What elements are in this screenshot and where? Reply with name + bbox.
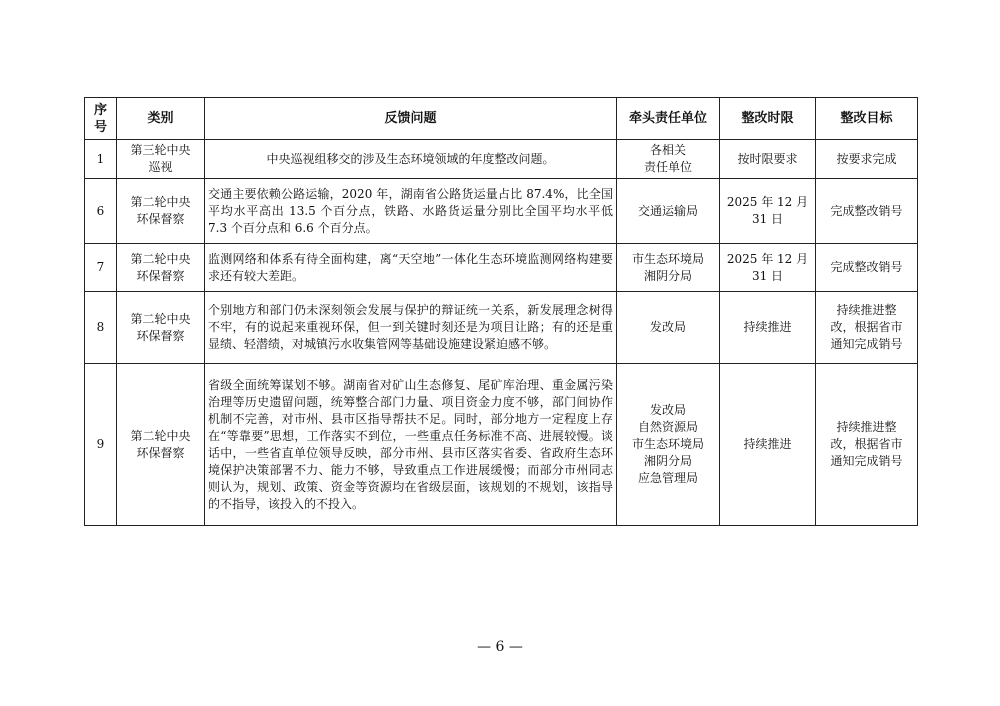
cell-issue: 中央巡视组移交的涉及生态环境领域的年度整改问题。 bbox=[205, 140, 617, 179]
cell-goal: 持续推进整 改，根据省市 通知完成销号 bbox=[816, 364, 918, 526]
cell-lead-unit: 发改局 自然资源局 市生态环境局 湘阴分局 应急管理局 bbox=[617, 364, 720, 526]
cell-goal: 持续推进整 改，根据省市 通知完成销号 bbox=[816, 292, 918, 364]
cell-seq: 6 bbox=[85, 179, 117, 244]
cell-seq: 9 bbox=[85, 364, 117, 526]
cell-lead-unit: 交通运输局 bbox=[617, 179, 720, 244]
table-header-row bbox=[85, 98, 918, 140]
table-row bbox=[85, 364, 918, 526]
rectification-table bbox=[84, 97, 918, 526]
header-seq: 序 号 bbox=[85, 98, 117, 140]
cell-deadline: 持续推进 bbox=[720, 292, 816, 364]
table-row bbox=[85, 140, 918, 179]
table-row bbox=[85, 179, 918, 244]
cell-category: 第二轮中央 环保督察 bbox=[117, 244, 205, 292]
header-lead-unit: 牵头责任单位 bbox=[617, 98, 720, 140]
header-goal: 整改目标 bbox=[816, 98, 918, 140]
cell-issue: 个别地方和部门仍未深刻领会发展与保护的辩证统一关系，新发展理念树得不牢，有的说起来重视环保，但一到关键时刻还是为项目让路；有的还是重显绩、轻潜绩，对城镇污水收集管网等基础设施建设紧迫感不够。 bbox=[205, 292, 617, 364]
cell-goal: 完成整改销号 bbox=[816, 244, 918, 292]
header-deadline: 整改时限 bbox=[720, 98, 816, 140]
cell-category: 第二轮中央 环保督察 bbox=[117, 364, 205, 526]
table-row bbox=[85, 244, 918, 292]
cell-category: 第二轮中央 环保督察 bbox=[117, 292, 205, 364]
cell-category: 第三轮中央 巡视 bbox=[117, 140, 205, 179]
cell-seq: 1 bbox=[85, 140, 117, 179]
cell-seq: 8 bbox=[85, 292, 117, 364]
cell-deadline: 持续推进 bbox=[720, 364, 816, 526]
cell-lead-unit: 市生态环境局 湘阴分局 bbox=[617, 244, 720, 292]
cell-deadline: 2025 年 12 月 31 日 bbox=[720, 244, 816, 292]
cell-category: 第二轮中央 环保督察 bbox=[117, 179, 205, 244]
page-number: — 6 — bbox=[477, 639, 523, 655]
header-issue: 反馈问题 bbox=[205, 98, 617, 140]
cell-lead-unit: 各相关 责任单位 bbox=[617, 140, 720, 179]
cell-deadline: 按时限要求 bbox=[720, 140, 816, 179]
cell-issue: 监测网络和体系有待全面构建，离“天空地”一体化生态环境监测网络构建要求还有较大差距。 bbox=[205, 244, 617, 292]
cell-issue: 省级全面统筹谋划不够。湖南省对矿山生态修复、尾矿库治理、重金属污染治理等历史遗留问题，统筹整合部门力量、项目资金力度不够，部门间协作机制不完善，对市州、县市区指导帮扶不足。同时，部分地方一定程度上存在“等靠要”思想，工作落实不到位，一些重点任务标准不高、进展较慢。谈话中，一些省直单位领导反映，部分市州、县市区落实省委、省政府生态环境保护决策部署不力、能力不够，导致重点工作进展缓慢；而部分市州同志则认为，规划、政策、资金等资源均在省级层面，该规划的不规划，该指导的不指导，该投入的不投入。 bbox=[205, 364, 617, 526]
cell-goal: 完成整改销号 bbox=[816, 179, 918, 244]
cell-seq: 7 bbox=[85, 244, 117, 292]
cell-lead-unit: 发改局 bbox=[617, 292, 720, 364]
cell-deadline: 2025 年 12 月 31 日 bbox=[720, 179, 816, 244]
table-row bbox=[85, 292, 918, 364]
cell-goal: 按要求完成 bbox=[816, 140, 918, 179]
header-category: 类别 bbox=[117, 98, 205, 140]
cell-issue: 交通主要依赖公路运输，2020 年，湖南省公路货运量占比 87.4%，比全国平均水平高出 13.5 个百分点，铁路、水路货运量分别比全国平均水平低 7.3 个百分点和 6.6 个百分点。 bbox=[205, 179, 617, 244]
